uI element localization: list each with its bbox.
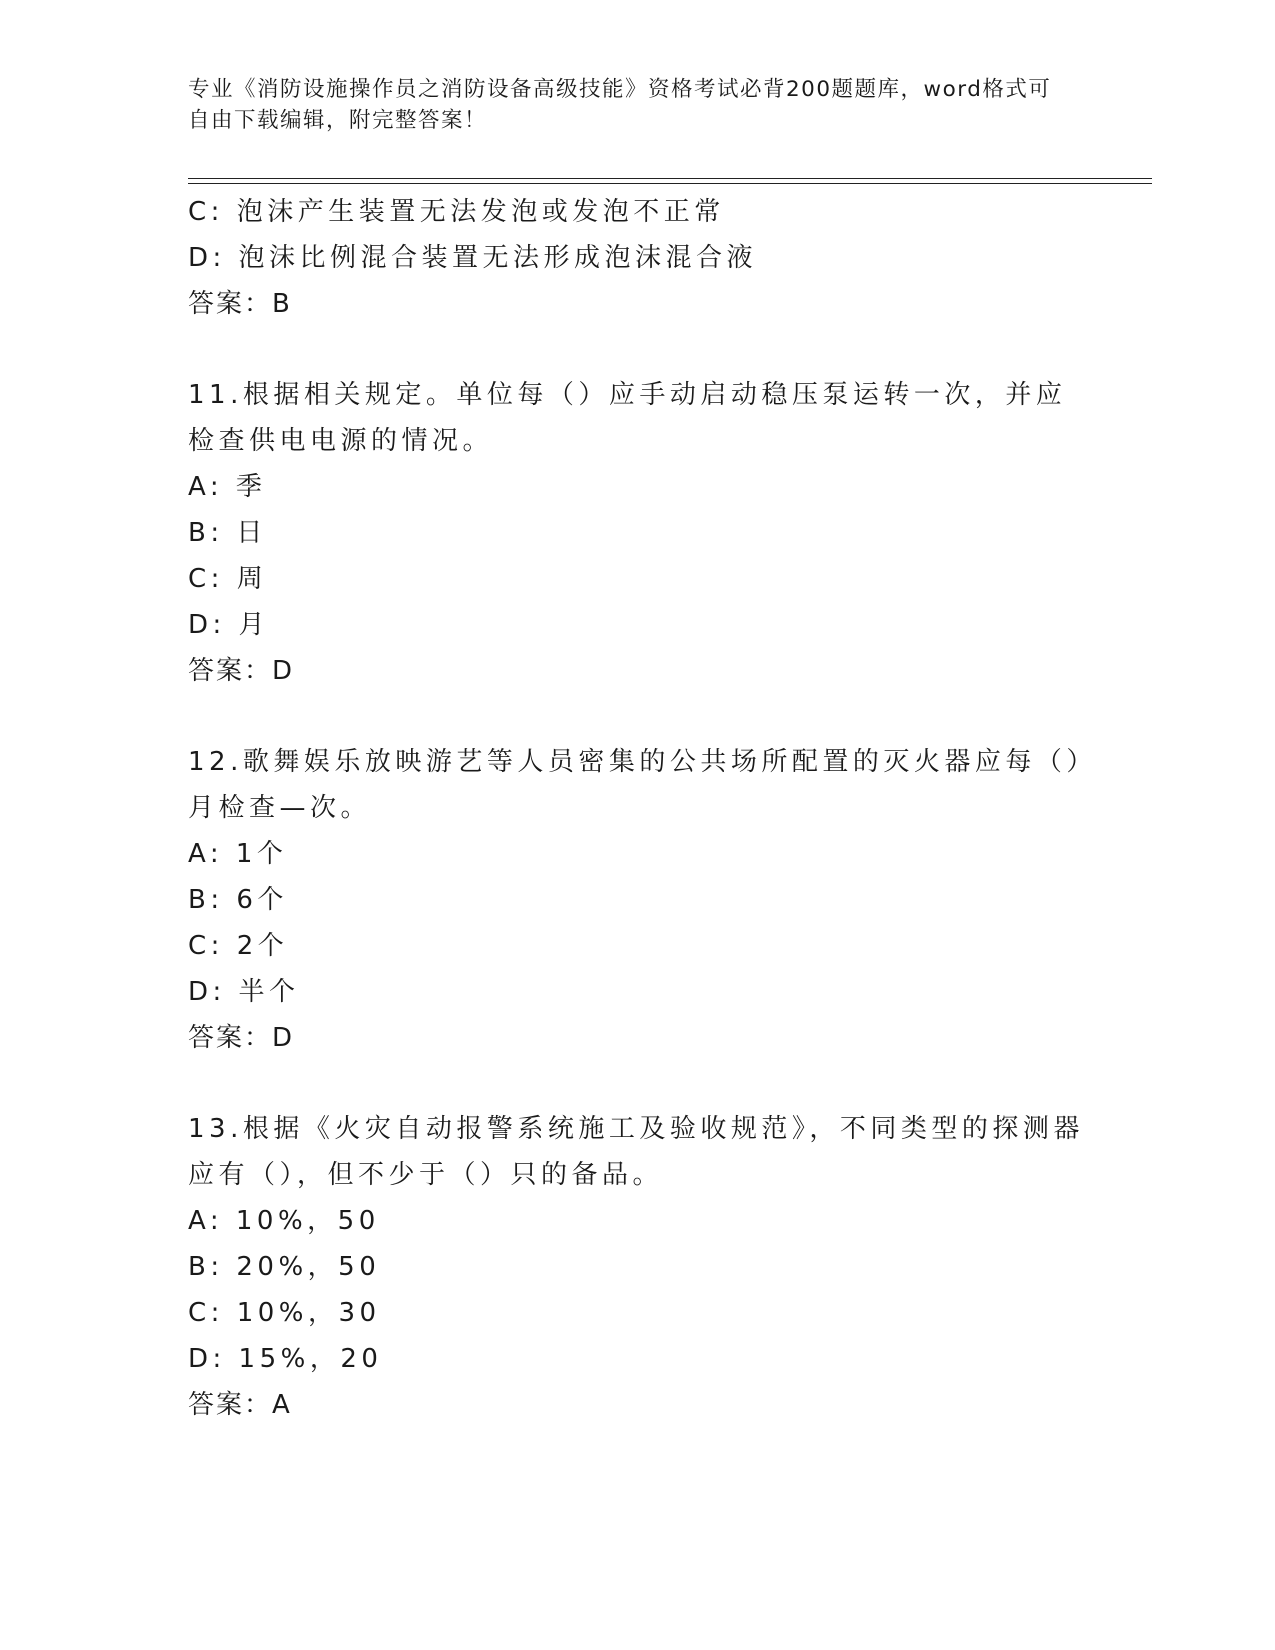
header-text: 专业《消防设施操作员之消防设备高级技能》资格考试必背200题题库，word格式可自由下载编辑，附完整答案！: [188, 77, 1052, 133]
question-content: [188, 189, 1088, 1428]
question-number: 11.: [188, 380, 243, 410]
option-text: 2个: [236, 931, 289, 961]
option-text: 月: [238, 610, 270, 640]
option-text: 10%，30: [236, 1298, 381, 1328]
question-number: 13.: [188, 1114, 243, 1144]
answer-value: B: [272, 289, 292, 319]
option-letter: A:: [188, 1206, 224, 1236]
question-12: [188, 739, 1088, 1061]
option-b: [188, 877, 1088, 923]
option-text: 15%，20: [238, 1344, 383, 1374]
answer-line: [188, 1015, 1088, 1061]
option-text: 6个: [236, 885, 288, 915]
option-b: [188, 510, 1088, 556]
option-text: 泡沫产生装置无法发泡或发泡不正常: [236, 197, 725, 227]
option-text: 10%，50: [235, 1206, 380, 1236]
option-letter: C:: [188, 931, 224, 961]
option-a: [188, 464, 1088, 510]
answer-value: D: [272, 656, 295, 686]
answer-value: A: [272, 1390, 292, 1420]
option-c: [188, 556, 1088, 602]
question-stem: 根据《火灾自动报警系统施工及验收规范》，不同类型的探测器应有（），但不少于（）只的备品。: [188, 1114, 1084, 1190]
option-letter: B:: [188, 1252, 224, 1282]
option-text: 周: [236, 564, 268, 594]
option-text: 1个: [235, 839, 288, 869]
option-c: [188, 1290, 1088, 1336]
answer-label: 答案：: [188, 1023, 273, 1053]
previous-question-tail: [188, 189, 1088, 327]
answer-line: [188, 1382, 1088, 1428]
option-text: 泡沫比例混合装置无法形成泡沫混合液: [238, 243, 758, 273]
option-letter: A:: [188, 472, 224, 502]
question-stem: 歌舞娱乐放映游艺等人员密集的公共场所配置的灭火器应每（）月检查—次。: [188, 747, 1084, 823]
option-a: [188, 1198, 1088, 1244]
question-text: [188, 1106, 1088, 1198]
answer-value: D: [272, 1023, 295, 1053]
option-letter: D:: [188, 1344, 226, 1374]
option-d: [188, 602, 1088, 648]
option-b: [188, 1244, 1088, 1290]
option-letter: B:: [188, 518, 224, 548]
answer-label: 答案：: [188, 289, 273, 319]
option-text: 半个: [238, 977, 300, 1007]
answer-label: 答案：: [188, 1390, 273, 1420]
option-d: [188, 1336, 1088, 1382]
option-letter: B:: [188, 885, 224, 915]
answer-line: [188, 281, 1088, 327]
question-11: [188, 372, 1088, 694]
question-number: 12.: [188, 747, 243, 777]
option-letter: C:: [188, 197, 224, 227]
option-text: 20%，50: [236, 1252, 381, 1282]
option-a: [188, 831, 1088, 877]
answer-label: 答案：: [188, 656, 273, 686]
option-letter: D:: [188, 243, 226, 273]
header-divider-top: [188, 178, 1152, 179]
option-letter: C:: [188, 564, 224, 594]
question-13: [188, 1106, 1088, 1428]
question-text: [188, 372, 1088, 464]
question-stem: 根据相关规定。单位每（）应手动启动稳压泵运转一次，并应检查供电电源的情况。: [188, 380, 1067, 456]
question-text: [188, 739, 1088, 831]
document-header: [188, 74, 1068, 136]
option-letter: D:: [188, 610, 226, 640]
option-letter: D:: [188, 977, 226, 1007]
option-d: [188, 969, 1088, 1015]
option-letter: A:: [188, 839, 224, 869]
answer-line: [188, 648, 1088, 694]
option-text: 季: [235, 472, 267, 502]
option-letter: C:: [188, 1298, 224, 1328]
header-divider-bottom: [188, 183, 1152, 184]
option-c: [188, 189, 1088, 235]
option-d: [188, 235, 1088, 281]
option-c: [188, 923, 1088, 969]
option-text: 日: [236, 518, 267, 548]
